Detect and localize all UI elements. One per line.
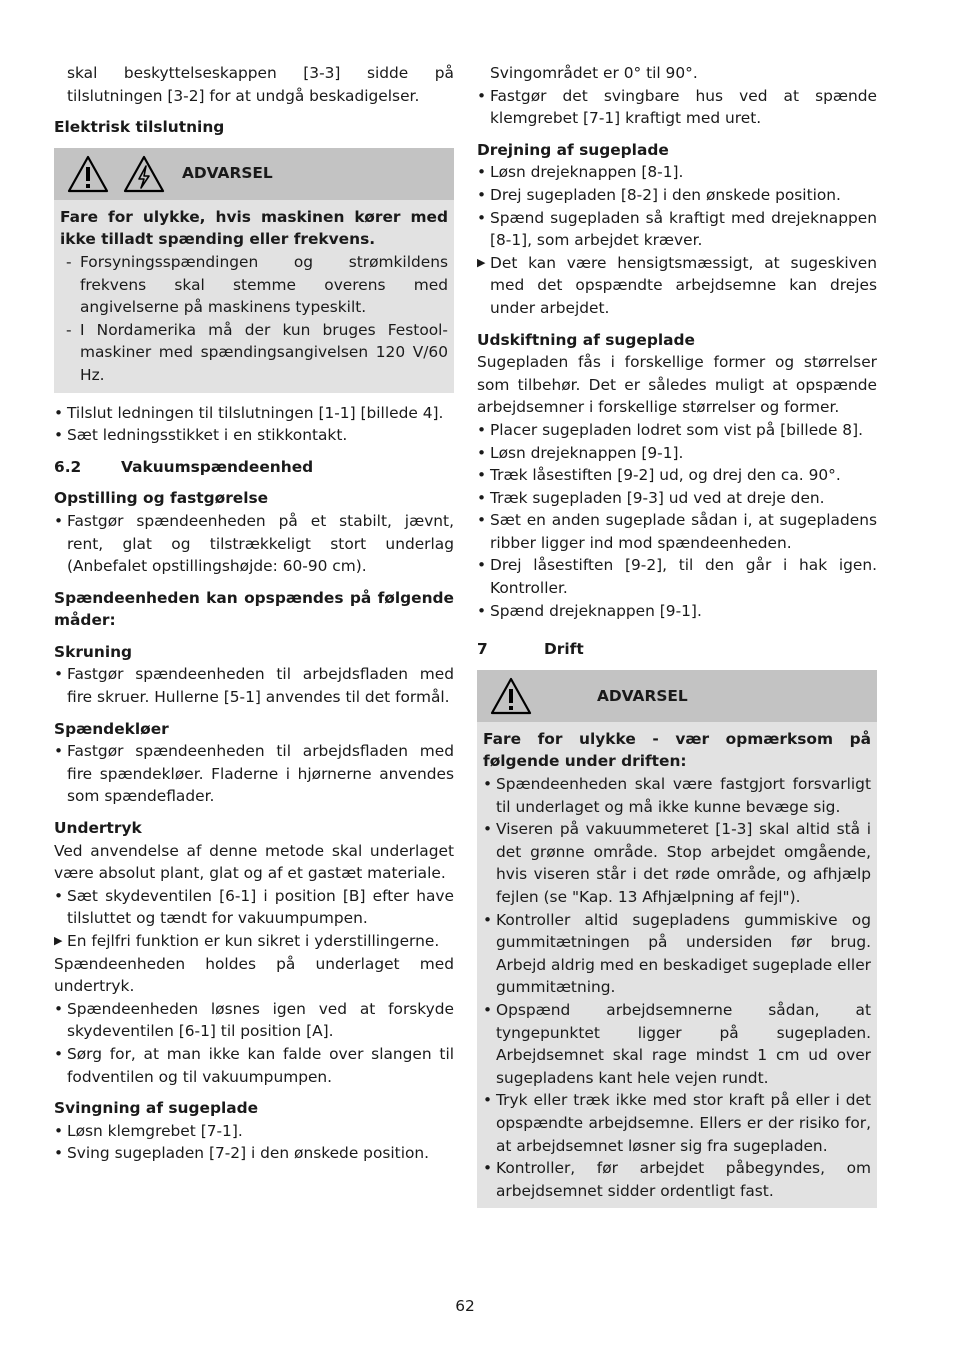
replace-text: Sugepladen fås i forskellige former og størrelser som tilbehør. Det er således muligt at opspænde arbejdsemner i forskellige størrelser og former. (477, 353, 877, 417)
section-title: Drift (544, 640, 584, 659)
list-item: • Løsn klemgrebet [7-1]. (54, 1120, 454, 1143)
warning-item: • Tryk eller træk ikke med stor kraft på eller i det opspændte arbejdsemne. Ellers er der risiko for, at arbejdsemnet løsner sig fra sugepladen. (483, 1089, 871, 1157)
page-number: 62 (455, 1297, 475, 1315)
list-item: • Sving sugepladen [7-2] i den ønskede position. (54, 1142, 454, 1165)
section-number: 6.2 (54, 457, 82, 476)
section-number: 7 (477, 640, 488, 659)
list-item: • Sørg for, at man ikke kan falde over slangen til fodventilen og til vakuumpumpen. (54, 1043, 454, 1088)
list-item: • Fastgør det svingbare hus ved at spænde klemgrebet [7-1] kraftigt med uret. (477, 85, 877, 130)
electric-hazard-icon (122, 154, 166, 194)
claw-heading: Spændekløer (54, 719, 169, 738)
warning-title: ADVARSEL (182, 164, 273, 183)
warning-bold-text: Fare for ulykke, hvis maskinen kører med ikke tilladt spænding eller frekvens. (60, 207, 448, 249)
vacuum-heading: Undertryk (54, 819, 142, 838)
setup-heading: Opstilling og fastgørelse (54, 489, 269, 508)
vacuum-text-2: Spændeenheden holdes på underlaget med undertryk. (54, 954, 454, 996)
warning-header (477, 670, 877, 722)
right-column (477, 62, 877, 1208)
list-item: • Løsn drejeknappen [8-1]. (477, 161, 877, 184)
list-item: • Placer sugepladen lodret som vist på [billede 8]. (477, 419, 877, 442)
list-item: • Drej låsestiften [9-2], til den går i hak igen. Kontroller. (477, 554, 877, 599)
list-item: • Drej sugepladen [8-2] i den ønskede position. (477, 184, 877, 207)
list-item: • Træk sugepladen [9-3] ud ved at dreje den. (477, 487, 877, 510)
list-item: • Fastgør spændeenheden til arbejdsfladen med fire skruer. Hullerne [5-1] anvendes til det formål. (54, 663, 454, 708)
warning-box-operation (477, 670, 877, 1208)
left-column (54, 62, 454, 1165)
section-heading-6-2 (54, 456, 454, 479)
list-item: • Spændeenheden løsnes igen ved at forskyde skydeventilen [6-1] til position [A]. (54, 998, 454, 1043)
list-item: • Sæt ledningsstikket i en stikkontakt. (54, 424, 454, 447)
warning-box-electrical (54, 148, 454, 393)
warning-item: • Kontroller altid sugepladens gummiskive og gummitætningen på undersiden før brug. Arbejd aldrig med en beskadiget sugeplade eller gummitætning. (483, 909, 871, 999)
list-item: • Spænd sugepladen så kraftigt med drejeknappen [8-1], som arbejdet kræver. (477, 207, 877, 252)
warning-header (54, 148, 454, 200)
list-item: • Træk låsestiften [9-2] ud, og drej den ca. 90°. (477, 464, 877, 487)
swing-heading: Svingning af sugeplade (54, 1099, 259, 1118)
section-title: Vakuumspændeenhed (121, 457, 314, 476)
ways-heading: Spændeenheden kan opspændes på følgende måder: (54, 588, 454, 630)
list-item: • Løsn drejeknappen [9-1]. (477, 442, 877, 465)
intro-text: skal beskyttelseskappen [3-3] sidde på tilslutningen [3-2] for at undgå beskadigelser. (67, 64, 454, 105)
result-note: ▶ Det kan være hensigtsmæssigt, at sugeskiven med det opspændte arbejdsemne kan drejes under arbejdet. (477, 252, 877, 320)
list-item: • Spænd drejeknappen [9-1]. (477, 600, 877, 623)
list-item: • Fastgør spændeenheden til arbejdsfladen med fire spændekløer. Fladerne i hjørnerne anvendes som spændeflader. (54, 740, 454, 808)
warning-item: • Spændeenheden skal være fastgjort forsvarligt til underlaget og må ikke kunne bevæge sig. (483, 773, 871, 818)
result-note: ▶ En fejlfri funktion er kun sikret i yderstillingerne. (54, 930, 454, 953)
list-item: • Sæt en anden sugeplade sådan i, at sugepladens ribber ligger ind mod spændeenheden. (477, 509, 877, 554)
warning-item: • Kontroller, før arbejdet påbegyndes, om arbejdsemnet sidder ordentligt fast. (483, 1157, 871, 1202)
vacuum-text: Ved anvendelse af denne metode skal underlaget være absolut plant, glat og af et gastæt materiale. (54, 841, 454, 883)
warning-item: • Viseren på vakuummeteret [1-3] skal altid stå i det grønne område. Stop arbejdet omgående, hvis viseren står i det røde område, og afhjælp fejlen (se "Kap. 13 Afhjælpning af fejl"). (483, 818, 871, 908)
screw-heading: Skruning (54, 642, 133, 661)
warning-triangle-icon (66, 154, 110, 194)
warning-title: ADVARSEL (597, 686, 688, 705)
electrical-heading: Elektrisk tilslutning (54, 118, 225, 137)
replace-heading: Udskiftning af sugeplade (477, 330, 695, 349)
warning-item: • Opspænd arbejdsemnerne sådan, at tyngepunktet ligger på sugepladen. Arbejdsemnet skal rage mindst 1 cm ud over sugepladens kant hele vejen rundt. (483, 999, 871, 1089)
warning-item: - Forsyningsspændingen og strømkildens frekvens skal stemme overens med angivelserne på maskinens typeskilt. (60, 251, 448, 319)
warning-item: - I Nordamerika må der kun bruges Festool-maskiner med spændingsangivelsen 120 V/60 Hz. (60, 319, 448, 387)
warning-triangle-icon (489, 676, 533, 716)
list-item: • Tilslut ledningen til tilslutningen [1-1] [billede 4]. (54, 402, 454, 425)
rotation-heading: Drejning af sugeplade (477, 140, 669, 159)
section-heading-7 (477, 638, 877, 661)
swing-continued: Svingområdet er 0° til 90°. (490, 64, 698, 82)
warning-bold-text: Fare for ulykke - vær opmærksom på følgende under driften: (483, 729, 871, 771)
list-item: • Sæt skydeventilen [6-1] i position [B] efter have tilsluttet og tændt for vakuumpumpen. (54, 885, 454, 930)
list-item: • Fastgør spændeenheden på et stabilt, jævnt, rent, glat og tilstrækkeligt stort underlag (Anbefalet opstillingshøjde: 60-90 cm). (54, 510, 454, 578)
